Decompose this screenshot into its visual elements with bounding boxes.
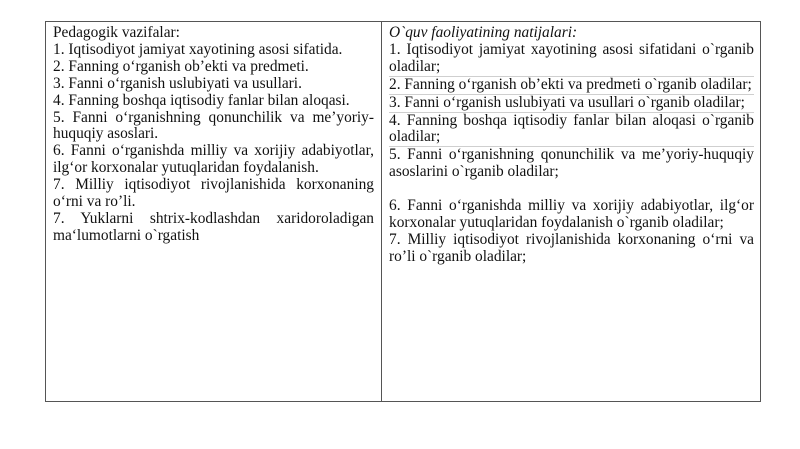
outcome-item-7: 7. Milliy iqtisodiyot rivojlanishida korxonaning o‘rni va ro’li o`rganib oladilar; (389, 230, 754, 265)
learning-outcomes-column (382, 22, 760, 401)
task-item-5: 5. Fanni o‘rganishning qonunchilik va me’yoriy-huquqiy asoslari. (53, 108, 374, 143)
two-column-table (45, 21, 761, 402)
outcome-item-5: 5. Fanni o‘rganishning qonunchilik va me’yoriy-huquqiy asoslarini o`rganib oladilar; (389, 146, 754, 181)
pedagogical-tasks-heading: Pedagogik vazifalar: (53, 24, 180, 41)
outcome-item-1: 1. Iqtisodiyot jamiyat xayotining asosi sifatidani o`rganib oladilar; (389, 40, 754, 75)
task-item-1: 1. Iqtisodiyot jamiyat xayotining asosi sifatida. (53, 40, 343, 58)
outcome-item-2: 2. Fanning o‘rganish ob’ekti va predmeti o`rganib oladilar; (389, 77, 754, 95)
task-item-4: 4. Fanning boshqa iqtisodiy fanlar bilan aloqasi. (53, 91, 350, 109)
task-item-3: 3. Fanni o‘rganish uslubiyati va usullari. (53, 74, 302, 92)
task-item-6: 6. Fanni o‘rganishda milliy va xorijiy adabiyotlar, ilg‘or korxonalar yutuqlaridan foydalanish. (53, 142, 374, 177)
task-item-2: 2. Fanning o‘rganish ob’ekti va predmeti. (53, 57, 309, 75)
learning-outcomes-heading: O`quv faoliyatining natijalari: (389, 24, 578, 41)
task-item-7-barcode: 7. Yuklarni shtrix-kodlashdan xaridoroladigan ma‘lumotlarni o`rgatish (53, 209, 374, 244)
outcome-item-4: 4. Fanning boshqa iqtisodiy fanlar bilan aloqasi o`rganib oladilar; (389, 111, 754, 146)
outcome-item-6: 6. Fanni o‘rganishda milliy va xorijiy adabiyotlar, ilg‘or korxonalar yutuqlaridan foydalanish o`rganib oladilar; (389, 197, 754, 232)
task-item-7: 7. Milliy iqtisodiyot rivojlanishida korxonaning o‘rni va ro’li. (53, 176, 374, 211)
outcome-item-3: 3. Fanni o‘rganish uslubiyati va usullari o`rganib oladilar; (389, 95, 754, 113)
outcome-spacer (389, 181, 754, 198)
pedagogical-tasks-column (46, 22, 382, 401)
